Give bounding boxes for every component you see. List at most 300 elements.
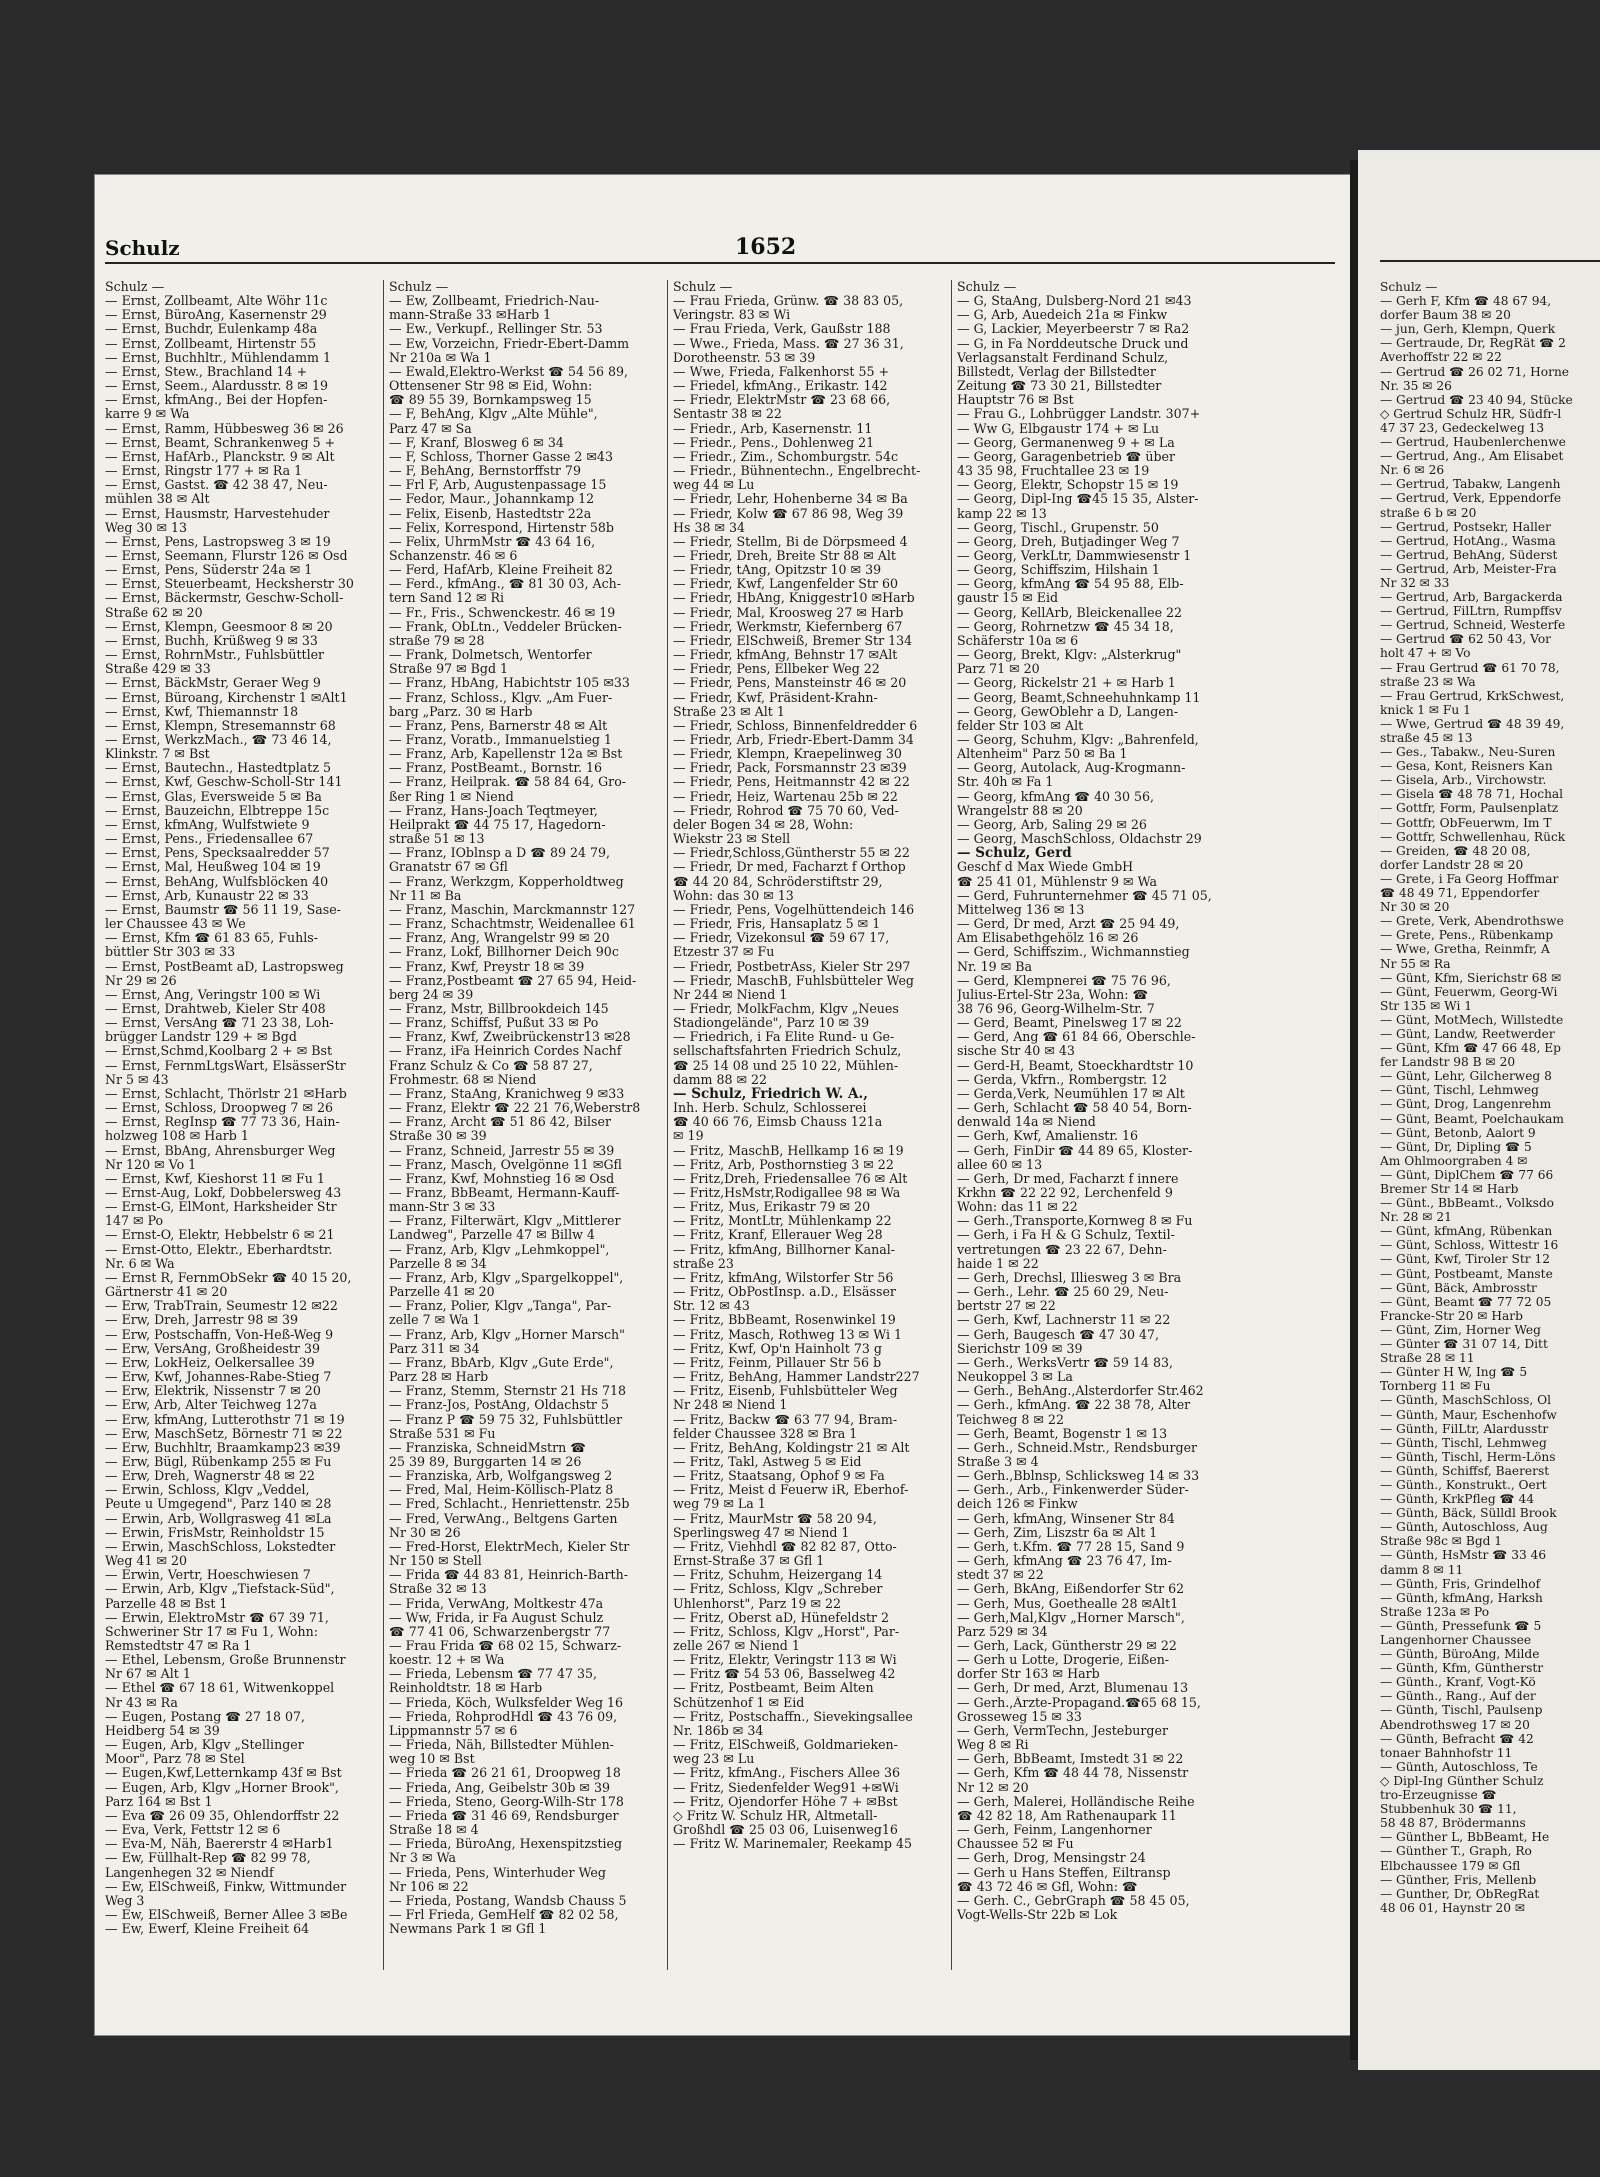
- directory-entry-line: — Erw, Postschaffn, Von-Heß-Weg 9: [105, 1327, 334, 1342]
- directory-entry-line: — Günth, Tischl, Paulsenp: [1380, 1703, 1543, 1718]
- directory-entry-line: — Erwin, MaschSchloss, Lokstedter: [105, 1539, 336, 1554]
- directory-entry-line: — Fritz, MaurMstr ☎ 58 20 94,: [673, 1511, 877, 1526]
- directory-entry-line: — Ernst, Mal, Heußweg 104 ✉ 19: [105, 860, 321, 875]
- directory-entry-line: — Gottfr, Schwellenhau, Rück: [1380, 829, 1566, 844]
- directory-entry-line: — Frieda, Ang, Geibelstr 30b ✉ 39: [389, 1780, 610, 1795]
- directory-entry-line: Straße 23 ✉ Alt 1: [673, 704, 785, 719]
- directory-entry-line: — Fritz, Takl, Astweg 5 ✉ Eid: [673, 1454, 862, 1469]
- column-divider: [951, 280, 952, 1970]
- directory-entry-line: Parzelle 8 ✉ 34: [389, 1256, 487, 1271]
- directory-entry-line: — Georg, GewOblehr a D, Langen-: [957, 704, 1179, 719]
- directory-entry-line: dorfer Str 163 ✉ Harb: [957, 1667, 1100, 1682]
- directory-entry-line: — Erwin, FrisMstr, Reinholdstr 15: [105, 1525, 325, 1540]
- directory-entry-line: — Ernst, Bäckermstr, Geschw-Scholl-: [105, 591, 344, 606]
- directory-entry-line: — Franz, Voratb., Immanuelstieg 1: [389, 733, 612, 747]
- directory-entry-line: ☎ 89 55 39, Bornkampsweg 15: [389, 393, 592, 408]
- directory-entry-line: Straße 28 ✉ 11: [1380, 1351, 1475, 1366]
- directory-entry-line: — Gerh, Dr med, Facharzt f innere: [957, 1171, 1179, 1186]
- book-gutter: [1350, 160, 1358, 2060]
- directory-entry-line: straße 23 ✉ Wa: [1380, 674, 1476, 689]
- directory-entry-line: Parz 47 ✉ Sa: [389, 421, 472, 436]
- directory-entry-line: Schanzenstr. 46 ✉ 6: [389, 548, 518, 563]
- directory-entry-line: zelle 7 ✉ Wa 1: [389, 1313, 481, 1328]
- directory-entry-line: — Franz, Kwf, Zweibrückenstr13 ✉28: [389, 1030, 631, 1045]
- directory-entry-line: — Gertrud, Postsekr, Haller: [1380, 519, 1551, 534]
- directory-entry-line: — Gertrud ☎ 26 02 71, Horne: [1380, 364, 1570, 379]
- directory-entry-line: Straße 30 ✉ 39: [389, 1129, 487, 1144]
- directory-entry-line: Nr 3 ✉ Wa: [389, 1851, 456, 1866]
- directory-entry-line: — Friedr., Arb, Kasernenstr. 11: [673, 421, 873, 436]
- directory-entry-line: Str. 40h ✉ Fa 1: [957, 775, 1054, 790]
- directory-entry-line: — Günther L, BbBeamt, He: [1380, 1830, 1550, 1845]
- directory-entry-line: Parz 311 ✉ 34: [389, 1341, 480, 1356]
- directory-entry-line: — Gerh, Feinm, Langenhorner: [957, 1823, 1152, 1838]
- directory-entry-line: weg 10 ✉ Bst: [389, 1752, 475, 1767]
- directory-entry-line: — Ernst, Pens, Süderstr 24a ✉ 1: [105, 563, 313, 578]
- directory-entry-line: — Frau Gertrud, KrkSchwest,: [1380, 688, 1565, 703]
- directory-entry-line: — Fritz, kfmAng, Wilstorfer Str 56: [673, 1270, 894, 1285]
- column-divider: [383, 280, 384, 1970]
- directory-entry-line: — Franz, Kwf, Preystr 18 ✉ 39: [389, 959, 585, 974]
- directory-entry-line: — Gerd, Dr med, Arzt ☎ 25 94 49,: [957, 917, 1180, 932]
- directory-entry-line: — Ferd., kfmAng., ☎ 81 30 03, Ach-: [389, 577, 621, 592]
- directory-entry-line: — Günth, Maur, Eschenhofw: [1380, 1407, 1557, 1422]
- directory-entry-line: — Frl Frieda, GemHelf ☎ 82 02 58,: [389, 1907, 619, 1922]
- directory-entry-line: — Gerh.,Ärzte-Propagand.☎65 68 15,: [957, 1695, 1201, 1710]
- directory-entry-line: — Gerh, Dr med, Arzt, Blumenau 13: [957, 1681, 1189, 1696]
- directory-entry-line: — Gerh, FinDir ☎ 44 89 65, Kloster-: [957, 1143, 1193, 1158]
- directory-entry-line: — Gertrud, Haubenlerchenwe: [1380, 435, 1566, 450]
- directory-entry-line: — Gerh F, Kfm ☎ 48 67 94,: [1380, 294, 1552, 309]
- directory-entry-line: — Erw, VersAng, Großheidestr 39: [105, 1341, 321, 1356]
- directory-entry-line: — Ernst, Pens, Lastropsweg 3 ✉ 19: [105, 534, 331, 549]
- directory-entry-line: — Frau G., Lohbrügger Landstr. 307+: [957, 407, 1201, 422]
- directory-entry-line: damm 8 ✉ 11: [1380, 1562, 1464, 1577]
- directory-entry-line: — Gunther, Dr, ObRegRat: [1380, 1886, 1540, 1901]
- directory-entry-line: — Ernst, Pens, Specksaalredder 57: [105, 846, 330, 861]
- directory-entry-line: — Georg, Schiffszim, Hilshain 1: [957, 563, 1160, 578]
- directory-entry-line: — Fritz, Oberst aD, Hünefeldstr 2: [673, 1610, 890, 1625]
- directory-entry-line: — Gerh, Zim, Liszstr 6a ✉ Alt 1: [957, 1525, 1158, 1540]
- directory-entry-line: ☎ 25 14 08 und 25 10 22, Mühlen-: [673, 1058, 899, 1073]
- directory-entry-line: Schulz —: [673, 280, 733, 294]
- directory-entry-line: Sperlingsweg 47 ✉ Niend 1: [673, 1525, 850, 1540]
- directory-entry-line: — Ernst, Buchdr, Eulenkamp 48a: [105, 322, 318, 337]
- directory-entry-line: — Gerd, Beamt, Pinelsweg 17 ✉ 22: [957, 1016, 1182, 1031]
- directory-entry-line: Nr. 6 ✉ 26: [1380, 463, 1445, 478]
- directory-entry-line: — Fred, Mal, Heim-Köllisch-Platz 8: [389, 1483, 614, 1498]
- directory-entry-line: Mittelweg 136 ✉ 13: [957, 902, 1085, 917]
- directory-entry-line: — Franz, Schiffsf, Pußut 33 ✉ Po: [389, 1016, 599, 1031]
- directory-entry-line: — Franz, Werkzgm, Kopperholdtweg: [389, 874, 624, 889]
- directory-entry-line: — Frieda, Näh, Billstedter Mühlen-: [389, 1738, 614, 1753]
- directory-entry-line: holt 47 + ✉ Vo: [1380, 646, 1471, 661]
- directory-entry-line: Vogt-Wells-Str 22b ✉ Lok: [957, 1907, 1118, 1922]
- directory-entry-line: — Gerh, kfmAng ☎ 23 76 47, Im-: [957, 1554, 1172, 1569]
- directory-entry-line: Langenhegen 32 ✉ Niendf: [105, 1865, 274, 1880]
- directory-entry-line: — Franz, iFa Heinrich Cordes Nachf: [389, 1044, 622, 1059]
- directory-entry-line: — Ernst, Buchh, Krüßweg 9 ✉ 33: [105, 633, 318, 648]
- directory-entry-line: — Franz, Schachtmstr, Weidenallee 61: [389, 917, 636, 932]
- directory-entry-line: ☎ 42 82 18, Am Rathenaupark 11: [957, 1808, 1177, 1823]
- directory-entry-line: Parzelle 41 ✉ 20: [389, 1285, 495, 1300]
- directory-entry-line: Abendrothsweg 17 ✉ 20: [1380, 1717, 1530, 1732]
- directory-entry-line: — Fred, VerwAng., Beltgens Garten: [389, 1511, 618, 1526]
- directory-entry-line: — Günth., Kranf, Vogt-Kö: [1380, 1675, 1536, 1690]
- directory-entry-line: — Grete, Pens., Rübenkamp: [1380, 928, 1554, 943]
- directory-entry-line: — Schulz, Gerd: [957, 846, 1072, 861]
- directory-entry-line: straße 6 b ✉ 20: [1380, 505, 1477, 520]
- directory-entry-line: deler Bogen 34 ✉ 28, Wohn:: [673, 817, 854, 832]
- directory-entry-line: — Gerh, Malerei, Holländische Reihe: [957, 1794, 1195, 1809]
- directory-entry-line: — Erw, MaschSetz, Börnestr 71 ✉ 22: [105, 1426, 343, 1441]
- directory-entry-line: — Fritz, BbBeamt, Rosenwinkel 19: [673, 1313, 896, 1328]
- directory-entry-line: — Franz, Polier, Klgv „Tanga", Par-: [389, 1299, 612, 1314]
- directory-entry-line: — Günt, Postbeamt, Manste: [1380, 1266, 1553, 1281]
- directory-entry-line: barg „Parz. 30 ✉ Harb: [389, 704, 533, 719]
- directory-entry-line: — Georg, VerkLtr, Dammwiesenstr 1: [957, 548, 1192, 563]
- directory-entry-line: 58 48 87, Brödermanns: [1380, 1816, 1526, 1831]
- directory-entry-line: — Günth, Bäck, Sülldl Brook: [1380, 1506, 1557, 1521]
- directory-entry-line: ◇ Fritz W. Schulz HR, Altmetall-: [673, 1808, 878, 1823]
- directory-entry-line: — Ernst, Kwf, Thiemannstr 18: [105, 704, 299, 719]
- directory-entry-line: — Franz, PostBeamt., Bornstr. 16: [389, 761, 603, 776]
- directory-entry-line: mann-Straße 33 ✉Harb 1: [389, 308, 552, 323]
- directory-entry-line: — Günth, Kfm, Güntherstr: [1380, 1661, 1544, 1676]
- directory-entry-line: Nr 32 ✉ 33: [1380, 575, 1450, 590]
- directory-entry-line: — Gerd, Ang ☎ 61 84 66, Oberschle-: [957, 1030, 1196, 1045]
- directory-entry-line: — Ernst, Bauzeichn, Elbtreppe 15c: [105, 803, 330, 818]
- directory-entry-line: — Franz, Kwf, Mohnstieg 16 ✉ Osd: [389, 1171, 615, 1186]
- directory-entry-line: — Ernst, Seemann, Flurstr 126 ✉ Osd: [105, 548, 348, 563]
- directory-entry-line: — Georg, Dreh, Butjadinger Weg 7: [957, 534, 1180, 549]
- directory-entry-line: — Eugen, Arb, Klgv „Stellinger: [105, 1738, 304, 1753]
- directory-entry-line: Nr 244 ✉ Niend 1: [673, 987, 788, 1002]
- directory-entry-line: — Wwe., Frieda, Mass. ☎ 27 36 31,: [673, 336, 904, 351]
- directory-entry-line: Nr 210a ✉ Wa 1: [389, 350, 492, 365]
- directory-entry-line: — Erw, TrabTrain, Seumestr 12 ✉22: [105, 1299, 338, 1314]
- directory-entry-line: Elbchaussee 179 ✉ Gfl: [1380, 1858, 1521, 1873]
- directory-entry-line: — Friedr, Heiz, Wartenau 25b ✉ 22: [673, 789, 898, 804]
- directory-entry-line: — Franz, Hans-Joach Teqtmeyer,: [389, 803, 598, 818]
- directory-entry-line: — Franziska, SchneidMstrn ☎: [389, 1440, 586, 1455]
- directory-entry-line: Wrangelstr 88 ✉ 20: [957, 803, 1083, 818]
- directory-entry-line: — Felix, Korrespond, Hirtenstr 58b: [389, 520, 614, 535]
- directory-entry-line: — Günth, Tischl, Herm-Löns: [1380, 1449, 1556, 1464]
- directory-entry-line: — Ernst, kfmAng., Bei der Hopfen-: [105, 393, 328, 408]
- directory-entry-line: — Günther T., Graph, Ro: [1380, 1844, 1532, 1859]
- directory-entry-line: Straße 123a ✉ Po: [1380, 1604, 1490, 1619]
- directory-entry-line: — Gertrud ☎ 23 40 94, Stücke: [1380, 392, 1573, 407]
- directory-entry-line: Wohn: das 30 ✉ 13: [673, 888, 794, 903]
- directory-entry-line: — Frau Frieda, Grünw. ☎ 38 83 05,: [673, 294, 904, 309]
- directory-entry-line: Straße 429 ✉ 33: [105, 662, 211, 677]
- directory-entry-line: — Friedrich, i Fa Elite Rund- u Ge-: [673, 1030, 895, 1045]
- directory-entry-line: Averhoffstr 22 ✉ 22: [1380, 350, 1502, 365]
- directory-entry-line: — Georg, Rickelstr 21 + ✉ Harb 1: [957, 676, 1176, 691]
- directory-entry-line: Nr. 19 ✉ Ba: [957, 959, 1033, 974]
- directory-entry-line: — Friedr., Zim., Schomburgstr. 54c: [673, 449, 899, 464]
- directory-entry-line: — Gerh., Arb., Finkenwerder Süder-: [957, 1483, 1189, 1498]
- directory-entry-line: — Günt, Beamt, Poelchaukam: [1380, 1111, 1564, 1126]
- directory-entry-line: — Friedr, Kwf, Präsident-Krahn-: [673, 690, 878, 705]
- directory-entry-line: — Gertraude, Dr, RegRät ☎ 2: [1380, 336, 1566, 351]
- directory-entry-line: Heilprakt ☎ 44 75 17, Hagedorn-: [389, 817, 606, 832]
- directory-entry-line: — Ww G, Elbgaustr 174 + ✉ Lu: [957, 421, 1160, 436]
- directory-entry-line: — Ernst-O, Elektr, Hebbelstr 6 ✉ 21: [105, 1228, 335, 1243]
- directory-entry-line: — Günt, kfmAng, Rübenkan: [1380, 1224, 1553, 1239]
- directory-entry-line: — Fritz, Postschaffn., Sievekingsallee: [673, 1709, 913, 1724]
- directory-entry-line: — Ernst, Zollbeamt, Alte Wöhr 11c: [105, 294, 328, 309]
- directory-entry-line: — Georg, Garagenbetrieb ☎ über: [957, 449, 1175, 464]
- directory-entry-line: — Gerh. C., GebrGraph ☎ 58 45 05,: [957, 1893, 1190, 1908]
- directory-entry-line: Schulz —: [389, 280, 449, 294]
- directory-entry-line: — Friedr, Mal, Kroosweg 27 ✉ Harb: [673, 605, 904, 620]
- directory-entry-line: Sentastr 38 ✉ 22: [673, 407, 782, 422]
- directory-entry-line: Straße 3 ✉ 4: [957, 1454, 1039, 1469]
- directory-entry-line: 38 76 96, Georg-Wilhelm-Str. 7: [957, 1001, 1155, 1016]
- directory-entry-line: — Gesa, Kont, Reisners Kan: [1380, 759, 1553, 774]
- directory-entry-line: Krkhn ☎ 22 22 92, Lerchenfeld 9: [957, 1186, 1173, 1200]
- directory-entry-line: Remstedtstr 47 ✉ Ra 1: [105, 1639, 252, 1653]
- directory-entry-line: — Günth, Fris, Grindelhof: [1380, 1576, 1541, 1591]
- directory-entry-line: — Günt, MotMech, Willstedte: [1380, 1012, 1564, 1027]
- directory-entry-line: stedt 37 ✉ 22: [957, 1568, 1044, 1583]
- directory-entry-line: — Frau Gertrud ☎ 61 70 78,: [1380, 660, 1560, 675]
- directory-entry-line: Str. 12 ✉ 43: [673, 1299, 750, 1314]
- directory-entry-line: — Felix, UhrmMstr ☎ 43 64 16,: [389, 534, 596, 549]
- directory-entry-line: — Eugen,Kwf,Letternkamp 43f ✉ Bst: [105, 1766, 342, 1781]
- directory-entry-line: — Friedr, Vizekonsul ☎ 59 67 17,: [673, 931, 890, 946]
- directory-entry-line: — Fritz, Ojendorfer Höhe 7 + ✉Bst: [673, 1794, 898, 1809]
- directory-entry-line: — Frau Frieda, Verk, Gaußstr 188: [673, 322, 891, 337]
- directory-entry-line: — Franz, Arb, Kapellenstr 12a ✉ Bst: [389, 747, 623, 762]
- directory-entry-line: — Günth., Konstrukt., Oert: [1380, 1477, 1547, 1492]
- directory-entry-line: Nr 67 ✉ Alt 1: [105, 1667, 191, 1682]
- directory-entry-line: — Fritz, MaschB, Hellkamp 16 ✉ 19: [673, 1143, 904, 1158]
- directory-entry-line: — Fritz W. Marinemaler, Reekamp 45: [673, 1837, 912, 1852]
- directory-entry-line: — Eva-M, Näh, Baererstr 4 ✉Harb1: [105, 1837, 334, 1852]
- directory-entry-line: kamp 22 ✉ 13: [957, 506, 1047, 521]
- directory-entry-line: — Eugen, Postang ☎ 27 18 07,: [105, 1709, 306, 1724]
- directory-entry-line: — Ferd, HafArb, Kleine Freiheit 82: [389, 563, 613, 578]
- directory-entry-line: — Greiden, ☎ 48 20 08,: [1380, 843, 1531, 858]
- directory-entry-line: — Erw, Elektrik, Nissenstr 7 ✉ 20: [105, 1384, 321, 1399]
- directory-entry-line: tern Sand 12 ✉ Ri: [389, 591, 505, 606]
- directory-entry-line: — Günth, Befracht ☎ 42: [1380, 1731, 1534, 1746]
- directory-entry-line: — Friedr, Pens, Heitmannstr 42 ✉ 22: [673, 775, 910, 790]
- directory-entry-line: — Erwin, Vertr, Hoeschwiesen 7: [105, 1568, 311, 1583]
- directory-entry-line: Dorotheenstr. 53 ✉ 39: [673, 350, 816, 365]
- directory-entry-line: 25 39 89, Burggarten 14 ✉ 26: [389, 1454, 582, 1469]
- directory-entry-line: — Gertrud, Arb, Bargackerda: [1380, 590, 1563, 605]
- directory-entry-line: — Günth, KrkPfleg ☎ 44: [1380, 1492, 1535, 1507]
- directory-entry-line: Schweriner Str 17 ✉ Fu 1, Wohn:: [105, 1624, 318, 1639]
- directory-entry-line: — Ernst, VersAng ☎ 71 23 38, Loh-: [105, 1016, 334, 1031]
- directory-entry-line: — Fritz, Elektr, Veringstr 113 ✉ Wi: [673, 1653, 897, 1668]
- directory-entry-line: — Günt, Kfm ☎ 47 66 48, Ep: [1380, 1041, 1561, 1056]
- directory-entry-line: felder Str 103 ✉ Alt: [957, 718, 1084, 733]
- directory-entry-line: Stadiongelände", Parz 10 ✉ 39: [673, 1016, 870, 1031]
- directory-entry-line: — Gerh, BbBeamt, Imstedt 31 ✉ 22: [957, 1752, 1184, 1767]
- directory-entry-line: Hs 38 ✉ 34: [673, 520, 746, 535]
- directory-entry-line: Straße 98c ✉ Bgd 1: [1380, 1534, 1503, 1549]
- directory-entry-line: — Fritz,HsMstr,Rodigallee 98 ✉ Wa: [673, 1186, 901, 1200]
- directory-entry-line: — Günth, MaschSchloss, Ol: [1380, 1393, 1552, 1408]
- directory-entry-line: — Günth, kfmAng, Harksh: [1380, 1590, 1543, 1605]
- directory-entry-line: — Ernst, Schlacht, Thörlstr 21 ✉Harb: [105, 1086, 347, 1101]
- directory-entry-line: — Frieda ☎ 26 21 61, Droopweg 18: [389, 1766, 621, 1781]
- directory-entry-line: — Gerh, Kwf, Amalienstr. 16: [957, 1129, 1139, 1144]
- directory-entry-line: — Gerh, Drechsl, Illiesweg 3 ✉ Bra: [957, 1270, 1182, 1285]
- directory-entry-line: Bremer Str 14 ✉ Harb: [1380, 1182, 1519, 1196]
- directory-entry-line: Nr 29 ✉ 26: [105, 973, 177, 988]
- directory-entry-line: — Gerh, t.Kfm. ☎ 77 28 15, Sand 9: [957, 1539, 1185, 1554]
- directory-entry-line: — Ernst, PostBeamt aD, Lastropsweg: [105, 959, 344, 974]
- directory-entry-line: Frohmestr. 68 ✉ Niend: [389, 1072, 537, 1087]
- directory-entry-line: — Georg, MaschSchloss, Oldachstr 29: [957, 832, 1202, 847]
- next-page: [1358, 150, 1600, 2070]
- directory-entry-line: — Wwe, Gretha, Reinmfr, A: [1380, 942, 1550, 957]
- directory-entry-line: Straße 32 ✉ 13: [389, 1582, 487, 1597]
- directory-entry-line: — Fritz, BehAng, Hammer Landstr227: [673, 1370, 920, 1385]
- directory-entry-line: — Friedr, ElSchweiß, Bremer Str 134: [673, 633, 913, 648]
- page-number: 1652: [735, 234, 797, 260]
- directory-entry-line: allee 60 ✉ 13: [957, 1157, 1043, 1172]
- directory-entry-line: Nr. 186b ✉ 34: [673, 1723, 764, 1738]
- directory-entry-line: Langenhorner Chaussee: [1380, 1633, 1532, 1647]
- directory-entry-line: Parz 71 ✉ 20: [957, 662, 1040, 677]
- directory-entry-line: — Ernst, Kwf, Kieshorst 11 ✉ Fu 1: [105, 1171, 325, 1186]
- directory-entry-line: — Günt, Beamt ☎ 77 72 05: [1380, 1294, 1552, 1309]
- directory-entry-line: — Gerh u Hans Steffen, Eiltransp: [957, 1865, 1171, 1880]
- directory-entry-line: straße 23: [673, 1256, 734, 1271]
- directory-entry-line: — F, BehAng, Klgv „Alte Mühle",: [389, 407, 598, 422]
- directory-entry-line: — Gertrud, Verk, Eppendorfe: [1380, 491, 1562, 506]
- directory-entry-line: denwald 14a ✉ Niend: [957, 1115, 1096, 1130]
- directory-entry-line: — Ernst, Zollbeamt, Hirtenstr 55: [105, 336, 317, 351]
- directory-column-3: [673, 280, 945, 1980]
- directory-column-1: [105, 280, 377, 1980]
- directory-entry-line: — Gerd-H, Beamt, Stoeckhardtstr 10: [957, 1058, 1194, 1073]
- directory-entry-line: Reinholdtstr. 18 ✉ Harb: [389, 1681, 543, 1696]
- directory-entry-line: Schulz —: [957, 280, 1017, 294]
- directory-entry-line: — Erw, LokHeiz, Oelkersallee 39: [105, 1355, 315, 1370]
- directory-entry-line: — Günt, Drog, Langenrehm: [1380, 1097, 1552, 1112]
- directory-entry-line: Moor", Parz 78 ✉ Stel: [105, 1752, 245, 1767]
- directory-entry-line: — Franz,Postbeamt ☎ 27 65 94, Heid-: [389, 973, 637, 988]
- directory-entry-line: — Franz, Arb, Klgv „Horner Marsch": [389, 1327, 625, 1342]
- directory-entry-line: — Georg, Tischl., Grupenstr. 50: [957, 520, 1159, 535]
- directory-entry-line: — Ethel, Lebensm, Große Brunnenstr: [105, 1653, 346, 1668]
- next-page-column: [1380, 280, 1600, 1980]
- directory-entry-line: — Grete, i Fa Georg Hoffmar: [1380, 871, 1559, 886]
- directory-entry-line: Franz Schulz & Co ☎ 58 87 27,: [389, 1058, 593, 1073]
- directory-entry-line: — Erw, Arb, Alter Teichweg 127a: [105, 1398, 317, 1413]
- directory-entry-line: 147 ✉ Po: [105, 1214, 164, 1229]
- directory-entry-line: — Gerda, Vkfrn., Rombergstr. 12: [957, 1072, 1168, 1087]
- directory-entry-line: — Ew, ElSchweiß, Finkw, Wittmunder: [105, 1879, 347, 1894]
- directory-entry-line: — Franz, Masch, Övelgönne 11 ✉Gfl: [389, 1157, 622, 1172]
- directory-entry-line: — Georg, Elektr, Schopstr 15 ✉ 19: [957, 478, 1179, 493]
- directory-entry-line: — G, Lackier, Meyerbeerstr 7 ✉ Ra2: [957, 322, 1190, 337]
- directory-entry-line: — Franz, Maschin, Marckmannstr 127: [389, 902, 636, 917]
- directory-entry-line: tonaer Bahnhofstr 11: [1380, 1745, 1513, 1760]
- directory-entry-line: ✉ 19: [673, 1129, 704, 1144]
- directory-entry-line: — Franz, Elektr ☎ 22 21 76,Weberstr8: [389, 1101, 641, 1116]
- directory-entry-line: — Ges., Tabakw., Neu-Suren: [1380, 745, 1556, 760]
- directory-entry-line: — Gerh, i Fa H & G Schulz, Textil-: [957, 1228, 1175, 1243]
- directory-entry-line: — Friedr, Pens, Vogelhüttendeich 146: [673, 902, 915, 917]
- directory-entry-line: — Franz, IOblnsp a D ☎ 89 24 79,: [389, 846, 611, 861]
- directory-entry-line: ◇ Dipl-Ing Günther Schulz: [1380, 1773, 1544, 1788]
- directory-entry-line: Neukoppel 3 ✉ La: [957, 1370, 1073, 1385]
- directory-entry-line: — Gerh., Lehr. ☎ 25 60 29, Neu-: [957, 1285, 1169, 1300]
- directory-entry-line: — Gertrud, Ang., Am Elisabet: [1380, 449, 1564, 464]
- directory-entry-line: — Georg, KellArb, Bleickenallee 22: [957, 605, 1183, 620]
- directory-entry-line: — Ernst, Kfm ☎ 61 83 65, Fuhls-: [105, 931, 318, 946]
- directory-entry-line: tro-Erzeugnisse ☎: [1380, 1788, 1497, 1803]
- directory-entry-line: — Gottfr, Form, Paulsenplatz: [1380, 801, 1559, 816]
- directory-entry-line: Teichweg 8 ✉ 22: [957, 1412, 1064, 1427]
- directory-entry-line: — Franz, Stemm, Sternstr 21 Hs 718: [389, 1384, 626, 1399]
- directory-entry-line: Weg 41 ✉ 20: [105, 1554, 188, 1569]
- directory-entry-line: — Franz, Schneid, Jarrestr 55 ✉ 39: [389, 1143, 615, 1158]
- directory-entry-line: vertretungen ☎ 23 22 67, Dehn-: [957, 1242, 1167, 1257]
- directory-entry-line: — Georg, Arb, Saling 29 ✉ 26: [957, 817, 1147, 832]
- directory-entry-line: weg 44 ✉ Lu: [673, 478, 755, 493]
- directory-entry-line: — Günth, FilLtr, Alardusstr: [1380, 1421, 1549, 1436]
- directory-entry-line: — Friedr, Kolw ☎ 67 86 98, Weg 39: [673, 506, 904, 521]
- directory-entry-line: — Ernst, Glas, Eversweide 5 ✉ Ba: [105, 789, 322, 804]
- directory-entry-line: — Ww, Frida, ir Fa August Schulz: [389, 1610, 604, 1625]
- directory-entry-line: — Franz-Jos, PostAng, Oldachstr 5: [389, 1398, 609, 1413]
- directory-entry-line: — Friedr, Pack, Forsmannstr 23 ✉39: [673, 761, 907, 776]
- directory-entry-line: — Friedr, Rohrod ☎ 75 70 60, Ved-: [673, 803, 899, 818]
- directory-entry-line: Nr 55 ✉ Ra: [1380, 956, 1451, 971]
- directory-entry-line: — Günt, Schloss, Wittestr 16: [1380, 1238, 1559, 1253]
- directory-entry-line: — Ernst, BüroAng, Kasernenstr 29: [105, 308, 327, 323]
- directory-entry-line: — Günt., BbBeamt., Volksdo: [1380, 1196, 1554, 1211]
- directory-entry-line: — Frieda, Steno, Georg-Wilh-Str 178: [389, 1794, 624, 1809]
- directory-entry-line: Landweg", Parzelle 47 ✉ Billw 4: [389, 1228, 595, 1243]
- directory-entry-line: — Fritz, Arb, Posthornstieg 3 ✉ 22: [673, 1157, 894, 1172]
- directory-entry-line: — Erw, Bügl, Rübenkamp 255 ✉ Fu: [105, 1454, 332, 1469]
- directory-entry-line: — Franz, Schloss., Klgv. „Am Fuer-: [389, 690, 613, 705]
- directory-entry-line: — Günt, Tischl, Lehmweg: [1380, 1083, 1539, 1098]
- directory-entry-line: holzweg 108 ✉ Harb 1: [105, 1129, 249, 1144]
- directory-entry-line: — Friedr., Bühnentechn., Engelbrecht-: [673, 464, 921, 479]
- directory-entry-line: Tornberg 11 ✉ Fu: [1380, 1379, 1491, 1394]
- directory-entry-line: ßer Ring 1 ✉ Niend: [389, 789, 514, 804]
- directory-entry-line: — Ernst, Pens., Friedensallee 67: [105, 832, 314, 847]
- directory-entry-line: — Fritz ☎ 54 53 06, Basselweg 42: [673, 1667, 896, 1682]
- directory-entry-line: — Georg, Rohrnetzw ☎ 45 34 18,: [957, 619, 1174, 634]
- directory-entry-line: Am Ohlmoorgraben 4 ✉: [1380, 1153, 1528, 1168]
- directory-entry-line: Schulz —: [1380, 280, 1438, 294]
- directory-entry-line: — Georg, Dipl-Ing ☎45 15 35, Alster-: [957, 492, 1199, 507]
- directory-entry-line: — Gerh, Drog, Mensingstr 24: [957, 1851, 1146, 1866]
- directory-entry-line: — G, StaAng, Dulsberg-Nord 21 ✉43: [957, 294, 1192, 309]
- directory-column-2: [389, 280, 661, 1980]
- directory-entry-line: — Eva ☎ 26 09 35, Ohlendorffstr 22: [105, 1808, 340, 1823]
- directory-entry-line: — Fritz, ObPostInsp. a.D., Elsässer: [673, 1285, 896, 1300]
- directory-entry-line: Schäferstr 10a ✉ 6: [957, 633, 1079, 648]
- directory-entry-line: — Friedr, kfmAng, Behnstr 17 ✉Alt: [673, 648, 898, 663]
- directory-entry-line: Nr. 28 ✉ 21: [1380, 1210, 1452, 1225]
- directory-entry-line: — Ew, Vorzeichn, Friedr-Ebert-Damm: [389, 336, 630, 351]
- directory-entry-line: — Friedr, tAng, Opitzstr 10 ✉ 39: [673, 563, 882, 578]
